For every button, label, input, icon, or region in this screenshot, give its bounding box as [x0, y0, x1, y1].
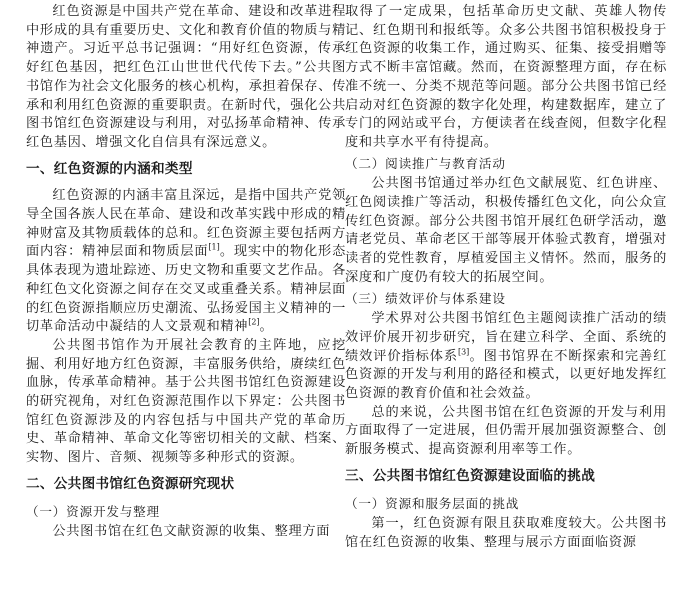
citation-ref: [1] — [208, 243, 220, 253]
section-3-sub-1-paragraph: 第一，红色资源有限且获取难度较大。公共图书馆在红色资源的收集、整理与展示方面面临资源 — [345, 516, 667, 550]
right-column — [345, 3, 667, 553]
section-2-sub-2-paragraph: 公共图书馆通过举办红色文献展览、红色讲座、红色阅读推广等活动，积极传播红色文化，向公众宣传红色资源。部分公共图书馆开展红色研学活动，邀请老党员、革命老区干部等展开体验式教育，增强对读者的党性教育，厚植爱国主义情怀。然而，服务的深度和广度仍有较大的拓展空间。 — [345, 176, 667, 285]
citation-ref: [3] — [457, 347, 470, 357]
text-segment: 。现实中的物化形态具体表现为遗址踪迹、历史文物和重要文艺作品。各种红色文化资源之间存在交叉或重叠关系。精神层面的红色资源指顺应历史潮流、弘扬爱国主义精神的一切革命活动中凝结的人文景观和精神 — [26, 244, 346, 335]
section-2-heading: 二、公共图书馆红色资源研究现状 — [26, 475, 235, 492]
text-segment: 红色资源的内涵丰富且深远，是指中国共产党领导全国各族人民在革命、建设和改革实践中形成的精神财富及其物质载体的总和。红色资源主要包括两方面内容：精神层面和物质层面 — [26, 188, 346, 260]
left-column — [26, 3, 346, 542]
section-2-subheading-2: （二）阅读推广与教育活动 — [345, 155, 506, 171]
section-3-subheading-1: （一）资源和服务层面的挑战 — [345, 495, 520, 511]
section-2-subheading-1: （一）资源开发与整理 — [26, 503, 160, 519]
section-1-paragraph-1 — [26, 187, 346, 337]
section-1-paragraph-2: 公共图书馆作为开展社会教育的主阵地，应挖掘、利用好地方红色资源，丰富服务供给，赓续红色血脉，传承革命精神。基于公共图书馆红色资源建设的研究视角，对红色资源范围作以下界定：公共图书馆红色资源涉及的内容包括与中国共产党的革命历史、革命精神、革命文化等密切相关的文献、档案、实物、图片、音频、视频等多种形式的资源。 — [26, 337, 346, 466]
section-1-heading: 一、红色资源的内涵和类型 — [26, 160, 193, 177]
section-2-sub-3-paragraph — [345, 310, 667, 404]
text-segment: 。 — [259, 319, 274, 335]
section-3-heading: 三、公共图书馆红色资源建设面临的挑战 — [345, 467, 596, 484]
text-segment: 学术界对公共图书馆红色主题阅读推广活动的绩效评价展开初步研究，旨在建立科学、全面、系统的绩效评价指标体系 — [345, 311, 667, 364]
intro-paragraph: 红色资源是中国共产党在革命、建设和改革进程中形成的具有重要历史、文化和教育价值的物质与精神遗产。习近平总书记强调：“用好红色资源，传承好红色基因，把红色江山世世代代传下去。”公共图书馆作为社会文化服务的核心机构，承担着保存、传承和利用红色资源的重要职责。在新时代，强化公共图书馆红色资源建设与利用，对弘扬革命精神、传承红色基因、增强文化自信具有深远意义。 — [26, 4, 346, 150]
summary-paragraph: 总的来说，公共图书馆在红色资源的开发与利用方面取得了一定进展，但仍需开展加强资源整合、创新服务模式、提高资源利用率等工作。 — [345, 404, 667, 458]
citation-ref: [2] — [248, 317, 260, 327]
text-segment: 。图书馆界在不断探索和完善红色资源的开发与利用的路径和模式，以更好地发挥红色资源的教育价值和社会效益。 — [345, 348, 667, 402]
section-2-subheading-3: （三）绩效评价与体系建设 — [345, 290, 506, 306]
continued-paragraph: 取得了一定成果，包括革命历史文献、英雄人物传记、红色期刊和报纸等。众多公共图书馆积极投身于红色资源的收集工作，通过购买、征集、接受捐赠等方式不断丰富馆藏。然而，在资源整理方面，存在标准不统一、分类不规范等问题。部分公共图书馆已经启动对红色资源的数字化处理，构建数据库，建立了专门的网站或平台，方便读者在线查阅，但数字化程度和共享水平有待提高。 — [345, 4, 667, 150]
section-2-sub-1-paragraph: 公共图书馆在红色文献资源的收集、整理方面 — [52, 524, 331, 540]
